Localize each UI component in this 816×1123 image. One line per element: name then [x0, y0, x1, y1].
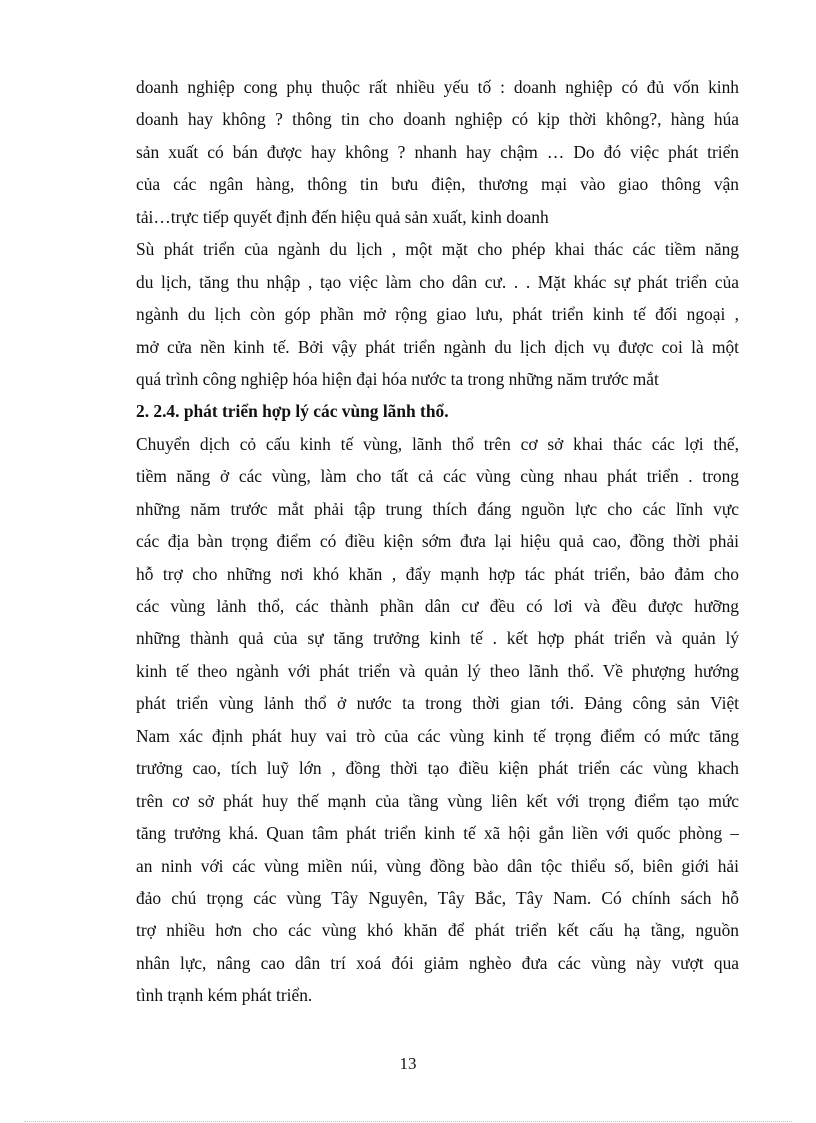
text-line: tăng trưởng khá. Quan tâm phát triển kinh tế xã hội gắn liền với quốc phòng – [136, 823, 739, 844]
text-line: đảo chú trọng các vùng Tây Nguyên, Tây Bắc, Tây Nam. Có chính sách hỗ [136, 887, 739, 908]
text-line: sản xuất có bán được hay không ? nhanh hay chậm … Do đó việc phát triển [136, 141, 739, 162]
text-line: phát triển vùng lảnh thổ ở nước ta trong thời gian tới. Đảng công sản Việt [136, 693, 739, 714]
text-line: mở cửa nền kinh tế. Bởi vậy phát triển ngành du lịch dịch vụ được coi là một [136, 336, 739, 357]
text-line: an ninh với các vùng miền núi, vùng đồng bào dân tộc thiểu số, biên giới hải [136, 855, 739, 876]
text-line: Chuyển dịch cỏ cấu kinh tế vùng, lãnh thổ trên cơ sở khai thác các lợi thế, [136, 433, 739, 454]
text-line: trợ nhiều hơn cho các vùng khó khăn để phát triển kết cấu hạ tầng, nguồn [136, 920, 739, 941]
text-line: nhân lực, nâng cao dân trí xoá đói giảm nghèo đưa các vùng này vượt qua [136, 952, 739, 973]
text-line: hỗ trợ cho những nơi khó khăn , đẩy mạnh hợp tác phát triển, bảo đảm cho [136, 563, 739, 584]
page-number: 13 [399, 1054, 417, 1073]
text-line: các địa bàn trọng điểm có điều kiện sớm đưa lại hiệu quả cao, đồng thời phải [136, 531, 739, 552]
page-bottom-divider [24, 1121, 792, 1122]
text-line: tải…trực tiếp quyết định đến hiệu quả sản xuất, kinh doanh [136, 206, 549, 227]
text-line: tình trạnh kém phát triển. [136, 985, 313, 1006]
text-line: doanh nghiệp cong phụ thuộc rất nhiều yếu tố : doanh nghiệp có đủ vốn kinh [136, 77, 739, 97]
section-heading: 2. 2.4. phát triển hợp lý các vùng lãnh thổ. [136, 401, 449, 422]
text-line: tiềm năng ở các vùng, làm cho tất cả các vùng cùng nhau phát triển . trong [136, 466, 739, 487]
text-line: Nam xác định phát huy vai trò của các vùng kinh tế trọng điểm có mức tăng [136, 725, 739, 746]
text-line: của các ngân hàng, thông tin bưu điện, thương mại vào giao thông vận [136, 174, 739, 195]
text-line: Sù phát triển của ngành du lịch , một mặt cho phép khai thác các tiềm năng [136, 239, 739, 260]
text-line: kinh tế theo ngành với phát triển và quản lý theo lãnh thổ. Về phượng hướng [136, 660, 739, 681]
text-line: trên cơ sở phát huy thế mạnh của tầng vùng liên kết với trọng điểm tạo mức [136, 790, 739, 811]
text-line: những năm trước mắt phải tập trung thích đáng nguồn lực cho các lĩnh vực [136, 498, 739, 519]
text-line: những thành quả của sự tăng trưởng kinh tế . kết hợp phát triển và quản lý [136, 628, 739, 649]
text-line: các vùng lảnh thổ, các thành phần dân cư đều có lơi và đều được hưỡng [136, 596, 739, 616]
text-line: trưởng cao, tích luỹ lớn , đồng thời tạo điều kiện phát triển các vùng khach [136, 758, 739, 779]
text-line: doanh hay không ? thông tin cho doanh nghiệp có kịp thời không?, hàng húa [136, 109, 739, 130]
body-text [136, 71, 739, 1012]
text-line: du lịch, tăng thu nhập , tạo việc làm cho dân cư. . . Mặt khác sự phát triển của [136, 271, 739, 292]
text-line: ngành du lịch còn góp phần mở rộng giao lưu, phát triển kinh tế đối ngoại , [136, 304, 739, 325]
text-line: quá trình công nghiệp hóa hiện đại hóa nước ta trong những năm trước mắt [136, 368, 659, 389]
